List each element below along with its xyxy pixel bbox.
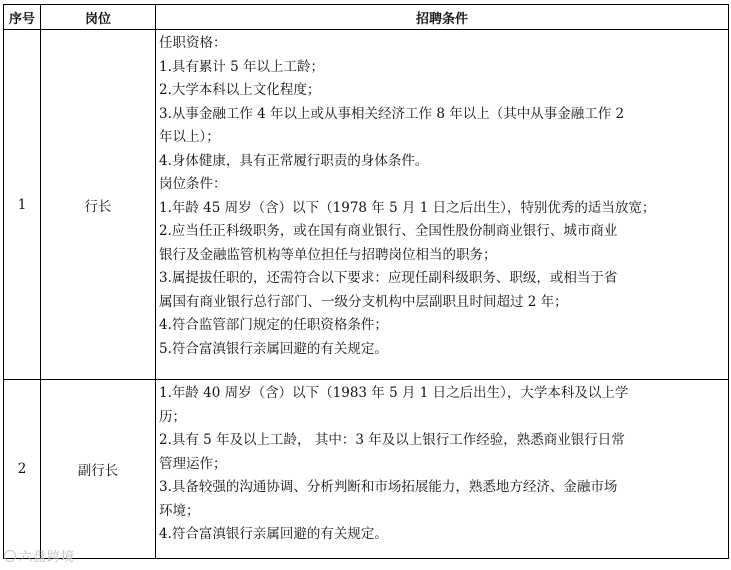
requirement-line: 1.具有累计 5 年以上工龄； — [159, 58, 325, 75]
requirement-line: 3.具备较强的沟通协调、分析判断和市场拓展能力，熟悉地方经济、金融市场 — [159, 479, 618, 495]
requirement-line: 银行及金融监管机构等单位担任与招聘岗位相当的职务； — [159, 246, 497, 263]
requirement-line: 4.身体健康，具有正常履行职责的身体条件。 — [159, 152, 429, 169]
recruitment-table-page — [3, 4, 728, 566]
table-row — [4, 30, 729, 380]
requirement-line: 年以上）； — [159, 129, 220, 145]
requirement-line: 2.具有 5 年及以上工龄， 其中：3 年及以上银行工作经验，熟悉商业银行日常 — [159, 432, 625, 448]
watermark-text: 六盘跨境 — [19, 550, 76, 565]
row-requirements — [156, 30, 729, 380]
table-row — [4, 380, 729, 559]
requirement-line: 4.符合监管部门规定的任职资格条件； — [159, 317, 388, 333]
header-num: 序号 — [4, 5, 41, 30]
table-header-row — [4, 5, 729, 30]
row-num: 2 — [4, 380, 41, 559]
requirement-line: 岗位条件： — [159, 176, 227, 192]
requirement-line: 1.年龄 40 周岁（含）以下（1983 年 5 月 1 日之后出生），大学本科及以上学 — [159, 385, 629, 401]
requirement-line: 2.应当任正科级职务，或在国有商业银行、全国性股份制商业银行、城市商业 — [159, 223, 618, 239]
recruitment-table — [3, 4, 729, 559]
requirement-line: 管理运作； — [159, 455, 227, 472]
requirement-line: 历； — [159, 408, 186, 425]
requirement-line: 任职资格： — [159, 35, 227, 51]
requirement-line: 4.符合富滇银行亲属回避的有关规定。 — [159, 526, 388, 542]
requirement-line: 环境； — [159, 502, 200, 519]
requirement-line: 5.符合富滇银行亲属回避的有关规定。 — [159, 340, 388, 357]
row-position: 行长 — [41, 30, 156, 380]
requirement-line: 1.年龄 45 周岁（含）以下（1978 年 5 月 1 日之后出生），特别优秀的适当放宽； — [159, 199, 656, 216]
row-position: 副行长 — [41, 380, 156, 559]
header-position: 岗位 — [41, 5, 156, 30]
requirement-line: 属国有商业银行总行部门、一级分支机构中层副职且时间超过 2 年； — [159, 293, 568, 310]
watermark-logo-icon — [4, 550, 16, 562]
requirement-line: 3.从事金融工作 4 年以上或从事相关经济工作 8 年以上（其中从事金融工作 2 — [159, 105, 625, 122]
requirement-line: 2.大学本科以上文化程度； — [159, 82, 321, 98]
row-requirements — [156, 380, 729, 559]
requirement-line: 3.属提拔任职的，还需符合以下要求：应现任副科级职务、职级，或相当于省 — [159, 270, 618, 286]
watermark — [4, 546, 75, 565]
header-requirements: 招聘条件 — [156, 5, 729, 30]
row-num: 1 — [4, 30, 41, 380]
